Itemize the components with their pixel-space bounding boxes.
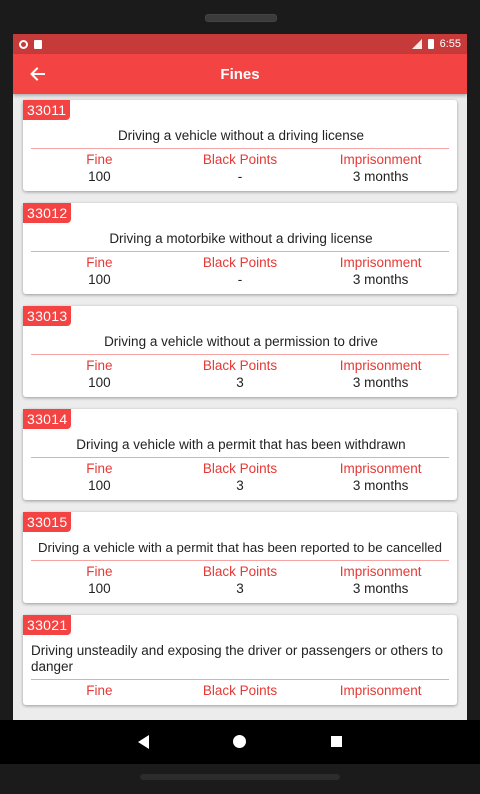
fine-value: 100 (88, 581, 111, 596)
fine-value: 100 (88, 375, 111, 390)
black-points-label: Black Points (202, 683, 278, 698)
fine-header-row (29, 254, 451, 271)
black-points-label: Black Points (202, 461, 278, 476)
imprisonment-value: 3 months (352, 169, 409, 184)
sd-card-icon (34, 40, 42, 49)
fine-value: 100 (88, 478, 111, 493)
fine-code: 33011 (23, 100, 70, 120)
fine-value: 100 (88, 169, 111, 184)
imprisonment-label: Imprisonment (339, 152, 422, 167)
fine-value-row (29, 168, 451, 185)
speaker-grille (205, 14, 277, 22)
fine-code: 33021 (23, 615, 71, 635)
status-bar (13, 34, 467, 54)
fine-card[interactable] (23, 409, 457, 500)
imprisonment-value: 3 months (352, 272, 409, 287)
fine-header-row (29, 682, 451, 699)
fine-code: 33015 (23, 512, 71, 532)
imprisonment-value: 3 months (352, 581, 409, 596)
black-points-label: Black Points (202, 255, 278, 270)
divider (31, 457, 449, 458)
black-points-value: 3 (236, 478, 244, 493)
system-nav-bar (0, 720, 480, 764)
fine-value-row (29, 271, 451, 288)
black-points-value: - (237, 272, 243, 287)
fine-description: Driving a vehicle with a permit that has been reported to be cancelled (38, 540, 442, 555)
fine-header-row (29, 357, 451, 374)
fine-description: Driving a vehicle without a permission to drive (104, 334, 378, 349)
fine-card[interactable] (23, 203, 457, 294)
bottom-grille (140, 774, 340, 780)
fines-list[interactable] (13, 94, 467, 705)
imprisonment-label: Imprisonment (339, 461, 422, 476)
nav-home-icon[interactable] (233, 735, 246, 748)
fine-value-row (29, 580, 451, 597)
fine-value-row (29, 477, 451, 494)
fine-card[interactable] (23, 615, 457, 705)
device-top-bezel (0, 0, 480, 34)
fine-description: Driving unsteadily and exposing the driver or passengers or others to danger (31, 643, 443, 674)
imprisonment-value: 3 months (352, 478, 409, 493)
imprisonment-value: 3 months (352, 375, 409, 390)
imprisonment-label: Imprisonment (339, 683, 422, 698)
fine-card[interactable] (23, 512, 457, 603)
fine-card[interactable] (23, 306, 457, 397)
battery-icon (428, 39, 434, 49)
fine-card[interactable] (23, 100, 457, 191)
device-bottom-bezel (0, 764, 480, 794)
fine-header-row (29, 151, 451, 168)
notification-icon (19, 40, 28, 49)
imprisonment-label: Imprisonment (339, 358, 422, 373)
fine-header-row (29, 460, 451, 477)
divider (31, 251, 449, 252)
nav-back-icon[interactable] (138, 735, 149, 749)
imprisonment-label: Imprisonment (339, 255, 422, 270)
status-time: 6:55 (439, 38, 461, 50)
divider (31, 148, 449, 149)
screen (13, 34, 467, 720)
fine-header-row (29, 563, 451, 580)
back-button[interactable] (25, 62, 49, 86)
black-points-value: - (237, 169, 243, 184)
fine-label: Fine (86, 358, 113, 373)
imprisonment-label: Imprisonment (339, 564, 422, 579)
fine-label: Fine (86, 255, 113, 270)
fine-label: Fine (86, 683, 113, 698)
fine-code: 33013 (23, 306, 71, 326)
nav-recents-icon[interactable] (331, 736, 342, 747)
divider (31, 679, 449, 680)
signal-icon (412, 39, 422, 49)
app-bar (13, 54, 467, 94)
black-points-value: 3 (236, 581, 244, 596)
fine-description: Driving a vehicle with a permit that has been withdrawn (76, 437, 406, 452)
black-points-value: 3 (236, 375, 244, 390)
fine-label: Fine (86, 152, 113, 167)
black-points-label: Black Points (202, 152, 278, 167)
divider (31, 354, 449, 355)
fine-value: 100 (88, 272, 111, 287)
black-points-label: Black Points (202, 564, 278, 579)
divider (31, 560, 449, 561)
fine-value-row (29, 374, 451, 391)
black-points-label: Black Points (202, 358, 278, 373)
fine-code: 33012 (23, 203, 71, 223)
arrow-back-icon (29, 66, 45, 82)
fine-description: Driving a vehicle without a driving license (117, 128, 365, 143)
page-title: Fines (220, 65, 260, 83)
fine-label: Fine (86, 564, 113, 579)
fine-description: Driving a motorbike without a driving license (109, 231, 373, 246)
fine-code: 33014 (23, 409, 71, 429)
fine-label: Fine (86, 461, 113, 476)
